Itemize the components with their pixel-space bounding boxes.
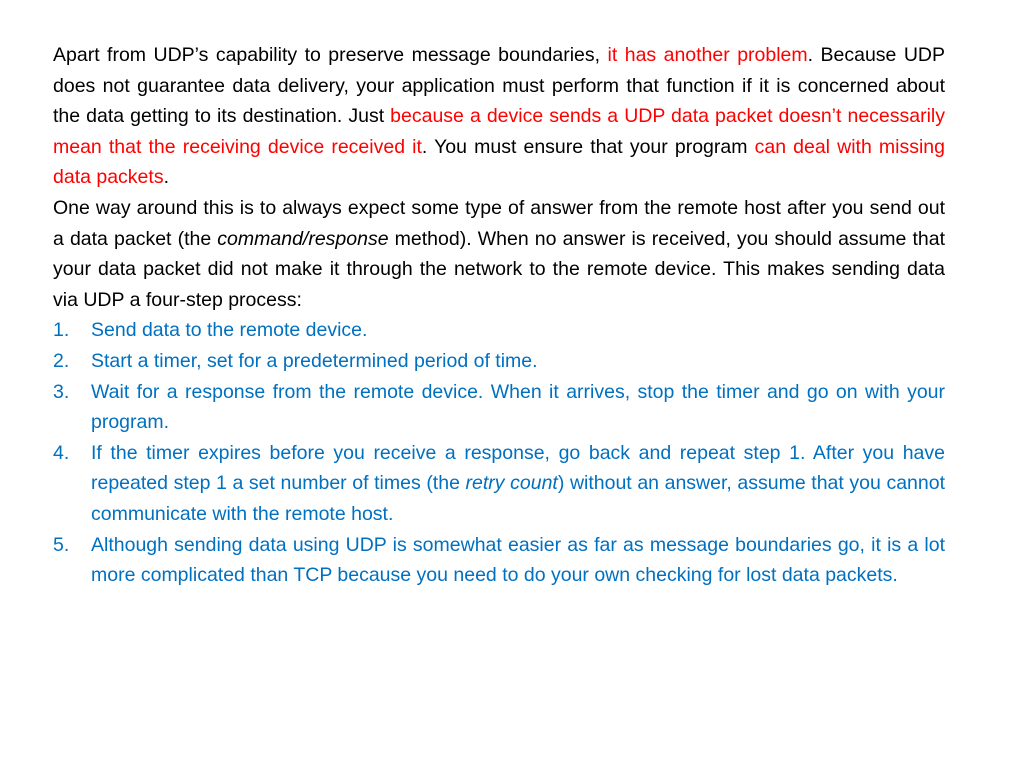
- intro-text: . Because UDP does not guarantee data delivery, your application must perform that function if it is concerned about the data getting to its destination. Just: [53, 44, 946, 128]
- step-number: 2.: [53, 349, 70, 372]
- intro-text: . You must ensure that your program: [421, 135, 755, 158]
- step-number: 1.: [53, 319, 70, 342]
- step-text: Send data to the remote device.: [91, 319, 368, 342]
- emphasis-text: retry count: [465, 472, 558, 495]
- highlight-text: can deal with missing data packets: [53, 135, 945, 189]
- step-text: Start a timer, set for a predetermined period of time.: [91, 349, 538, 372]
- highlight-text: it has another problem: [607, 44, 808, 66]
- step-number: 5.: [53, 533, 70, 556]
- list-item: [53, 377, 945, 438]
- highlight-text: because a device sends a UDP data packet doesn’t necessarily mean that the receiving device received it: [53, 105, 946, 158]
- step-text: If the timer expires before you receive a response, go back and repeat step 1. After you have repeated step 1 a set number of times (the: [91, 441, 945, 495]
- step-text: ) without an answer, assume that you cannot communicate with the remote host.: [91, 472, 946, 525]
- list-item: [53, 438, 945, 530]
- list-item: [53, 530, 945, 591]
- list-item: [53, 315, 945, 346]
- list-item: [53, 346, 945, 377]
- step-text: Although sending data using UDP is somewhat easier as far as message boundaries go, it is a lot more complicated than TCP because you need to do your own checking for lost data packets.: [91, 533, 945, 587]
- intro-text: .: [163, 166, 169, 189]
- intro-text: Apart from UDP’s capability to preserve message boundaries,: [53, 44, 608, 66]
- method-text: method). When no answer is received, you should assume that your data packet did not make it through the network to the remote device. This makes sending data via UDP a four-step process:: [53, 227, 945, 311]
- method-paragraph: [53, 193, 945, 315]
- step-number: 3.: [53, 380, 70, 403]
- emphasis-text: command/response: [217, 227, 389, 250]
- step-number: 4.: [53, 441, 70, 464]
- intro-paragraph: [53, 40, 945, 193]
- step-text: Wait for a response from the remote device. When it arrives, stop the timer and go on with your program.: [91, 380, 945, 434]
- method-text: One way around this is to always expect some type of answer from the remote host after you send out a data packet (the: [53, 196, 945, 250]
- steps-list: [53, 315, 945, 590]
